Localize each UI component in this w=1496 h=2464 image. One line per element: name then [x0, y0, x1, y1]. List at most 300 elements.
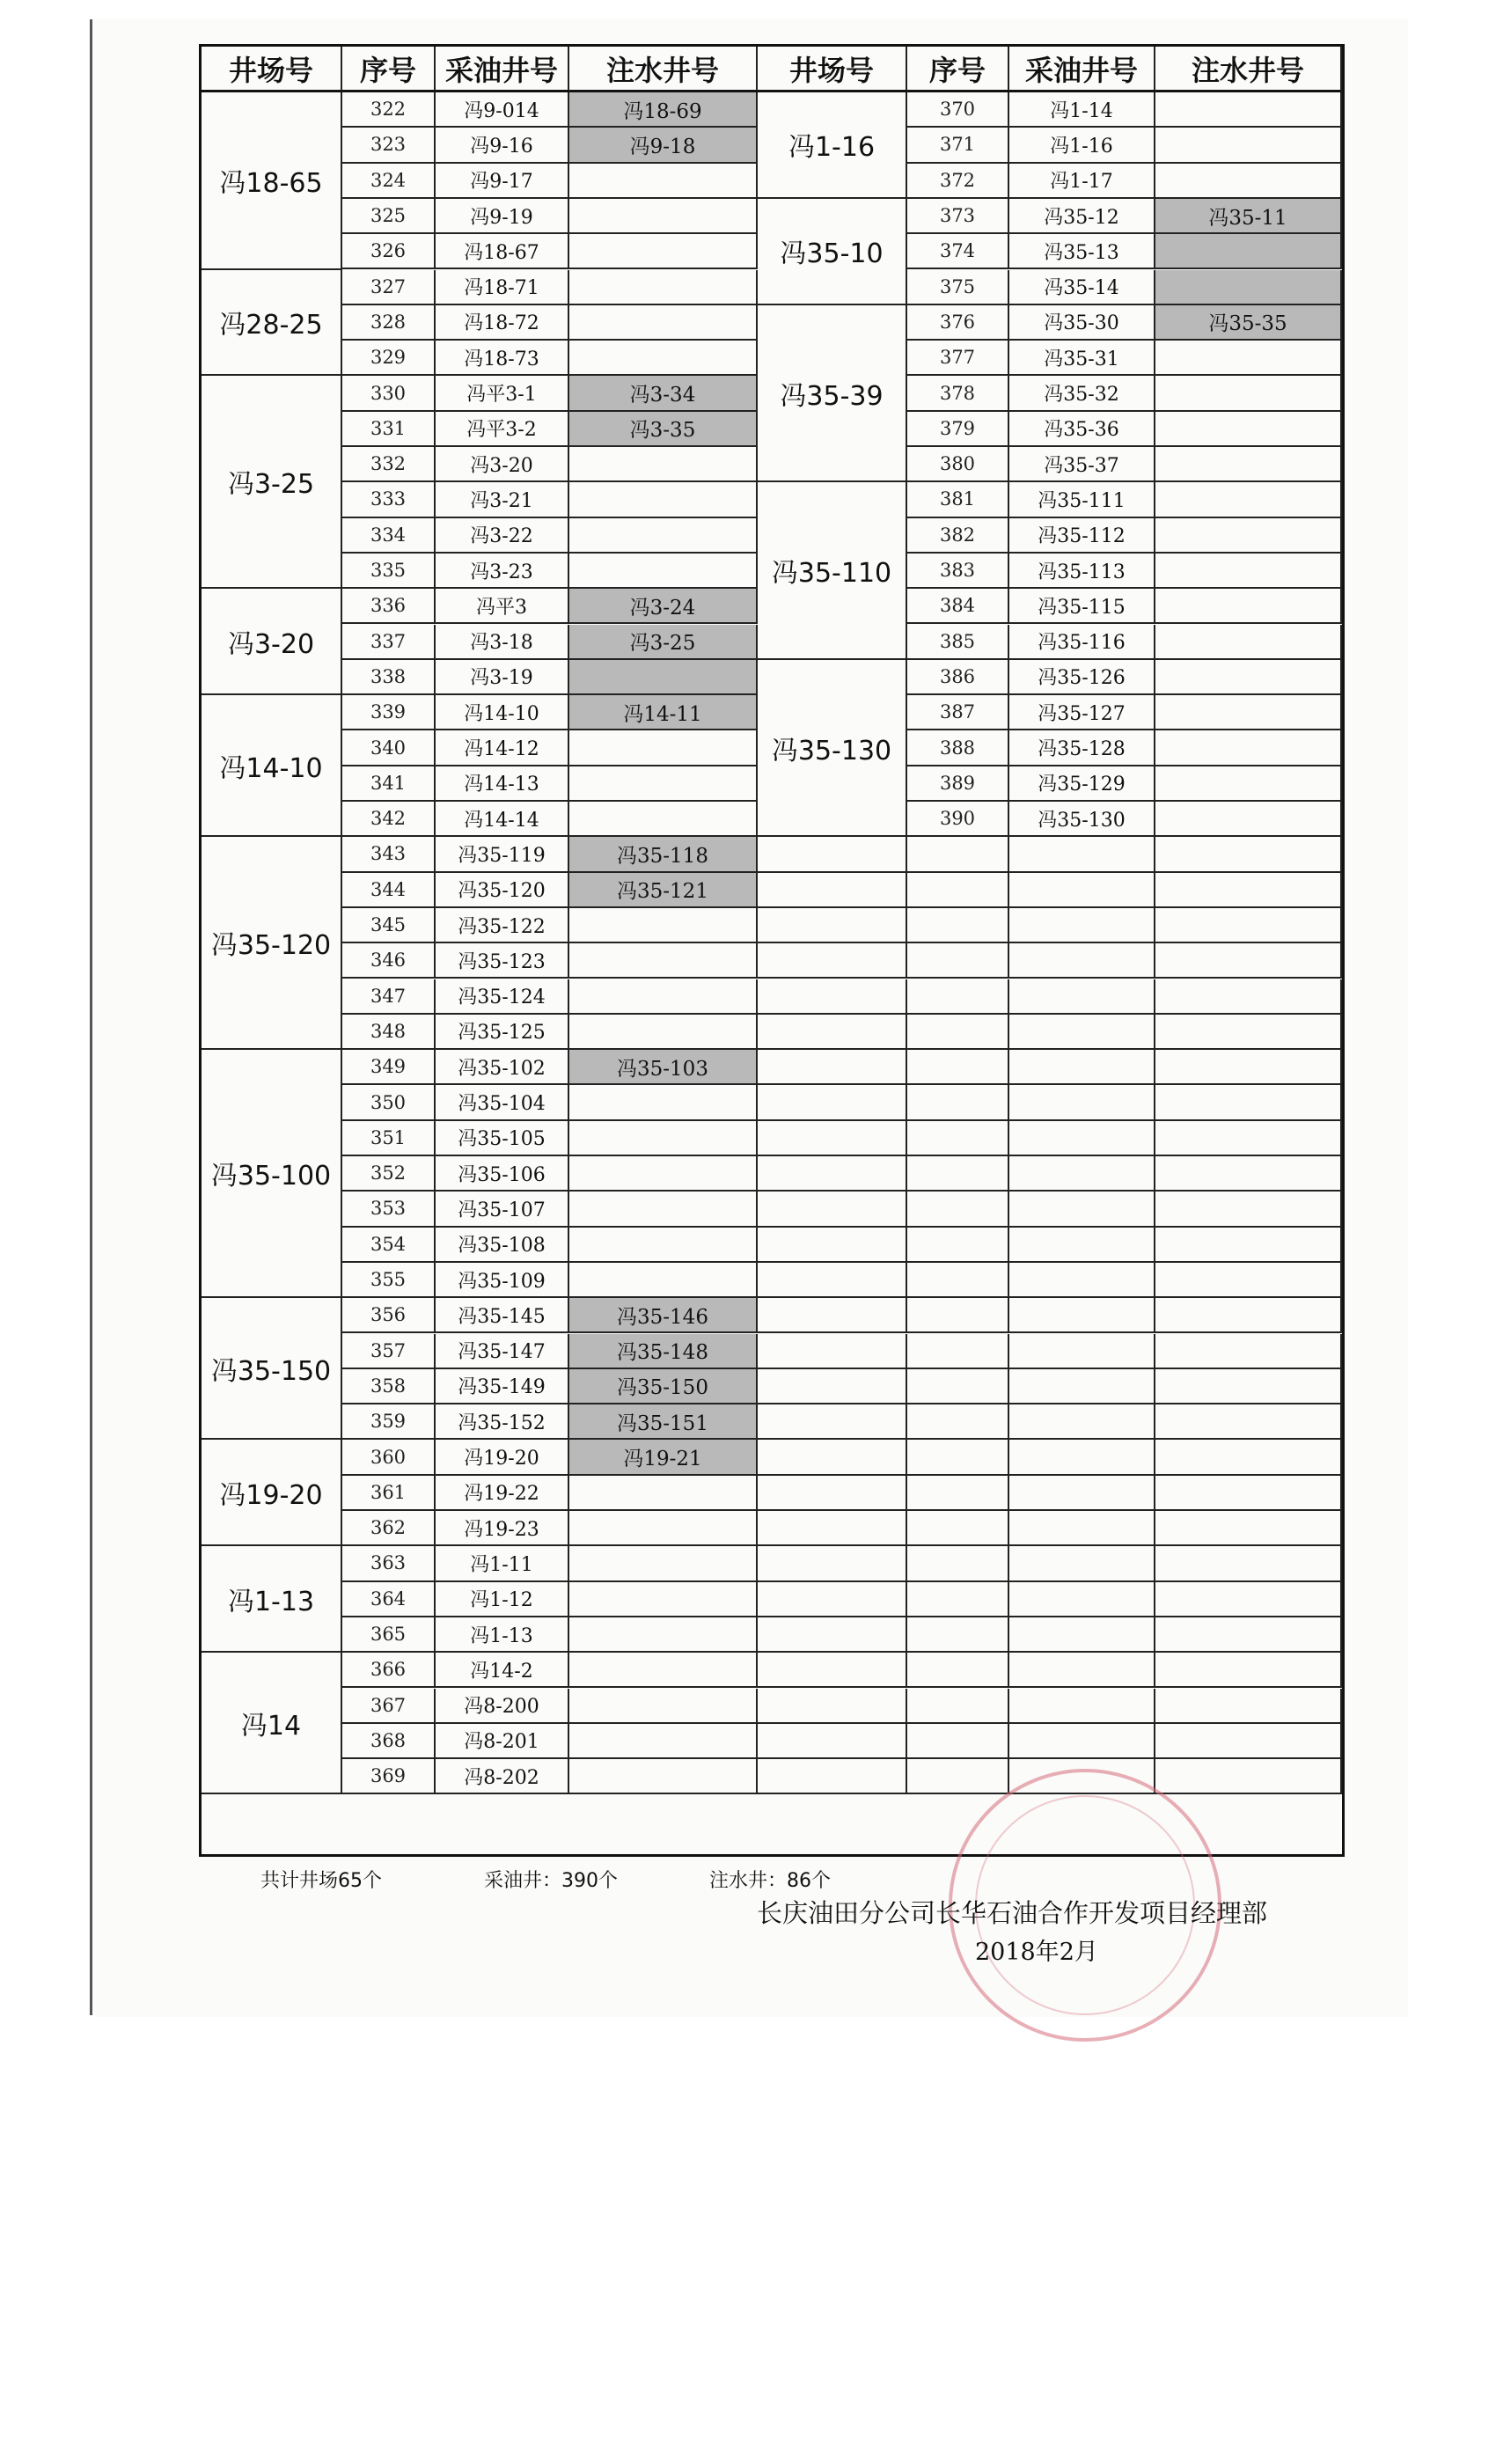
seq-cell: 338	[342, 660, 436, 695]
empty-cell	[1009, 1334, 1155, 1369]
table-left-half	[202, 47, 758, 1854]
oil-well-cell: 冯35-127	[1009, 695, 1155, 730]
oil-well-cell: 冯14-13	[436, 766, 569, 802]
empty-cell	[907, 1404, 1009, 1440]
oil-well-cell: 冯35-106	[436, 1156, 569, 1192]
empty-cell	[1009, 1724, 1155, 1759]
injection-well-cell	[1155, 128, 1342, 163]
injection-well-cell: 冯35-146	[569, 1298, 758, 1333]
seq-cell: 374	[907, 234, 1009, 269]
empty-cell	[1009, 1404, 1155, 1440]
seq-cell: 378	[907, 376, 1009, 411]
seq-cell: 328	[342, 305, 436, 341]
empty-cell	[1009, 837, 1155, 872]
site-cell: 冯1-13	[202, 1546, 342, 1653]
seq-cell: 325	[342, 199, 436, 234]
oil-well-cell: 冯35-30	[1009, 305, 1155, 341]
injection-well-cell	[569, 1085, 758, 1120]
oil-well-cell: 冯8-200	[436, 1689, 569, 1724]
scan-edge-line	[90, 19, 92, 2015]
seq-cell: 350	[342, 1085, 436, 1120]
oil-well-cell: 冯14-14	[436, 802, 569, 837]
oil-well-cell: 冯8-202	[436, 1759, 569, 1794]
injection-well-cell: 冯3-24	[569, 589, 758, 624]
empty-cell	[1009, 1228, 1155, 1263]
empty-cell	[758, 837, 907, 872]
oil-well-cell: 冯1-17	[1009, 164, 1155, 199]
seq-cell: 335	[342, 554, 436, 589]
injection-well-cell: 冯14-11	[569, 695, 758, 730]
injection-well-cell	[569, 979, 758, 1015]
seq-cell: 363	[342, 1546, 436, 1581]
injection-well-cell	[569, 305, 758, 341]
injection-well-cell	[1155, 695, 1342, 730]
empty-cell	[758, 1546, 907, 1581]
empty-cell	[758, 1228, 907, 1263]
empty-cell	[907, 1192, 1009, 1227]
oil-wells-text: 采油井：390个	[484, 1870, 618, 1892]
injection-well-cell	[569, 1192, 758, 1227]
oil-well-cell: 冯35-122	[436, 908, 569, 943]
oil-well-cell: 冯35-111	[1009, 482, 1155, 517]
site-cell: 冯35-100	[202, 1050, 342, 1298]
empty-cell	[1009, 1476, 1155, 1511]
empty-cell	[1009, 1582, 1155, 1617]
injection-well-cell: 冯35-11	[1155, 199, 1342, 234]
injection-well-cell	[569, 1724, 758, 1759]
oil-well-cell: 冯3-23	[436, 554, 569, 589]
seq-cell: 346	[342, 943, 436, 979]
empty-cell	[758, 1476, 907, 1511]
seq-cell: 348	[342, 1015, 436, 1050]
empty-cell	[1155, 1369, 1342, 1404]
oil-well-cell: 冯19-22	[436, 1476, 569, 1511]
empty-cell	[1009, 1369, 1155, 1404]
empty-cell	[758, 908, 907, 943]
injection-well-cell	[569, 341, 758, 376]
oil-well-cell: 冯9-014	[436, 92, 569, 128]
oil-well-cell: 冯3-21	[436, 482, 569, 517]
injection-well-cell	[1155, 412, 1342, 447]
seq-cell: 389	[907, 766, 1009, 802]
empty-cell	[1155, 1050, 1342, 1085]
site-cell: 冯35-110	[758, 482, 907, 660]
empty-cell	[1009, 979, 1155, 1015]
empty-cell	[1155, 1653, 1342, 1688]
empty-cell	[907, 1476, 1009, 1511]
oil-well-cell: 冯35-37	[1009, 447, 1155, 482]
seq-cell: 376	[907, 305, 1009, 341]
seq-cell: 333	[342, 482, 436, 517]
seq-cell: 357	[342, 1334, 436, 1369]
empty-cell	[1155, 908, 1342, 943]
site-cell: 冯35-130	[758, 660, 907, 838]
seq-cell: 383	[907, 554, 1009, 589]
seq-cell: 384	[907, 589, 1009, 624]
seq-cell: 329	[342, 341, 436, 376]
injection-well-cell: 冯3-25	[569, 625, 758, 660]
injection-well-cell	[569, 802, 758, 837]
site-cell: 冯3-20	[202, 589, 342, 695]
seq-cell: 359	[342, 1404, 436, 1440]
seq-cell: 356	[342, 1298, 436, 1333]
seq-cell: 369	[342, 1759, 436, 1794]
injection-well-cell: 冯3-35	[569, 412, 758, 447]
empty-cell	[1009, 1617, 1155, 1653]
empty-cell	[1155, 1298, 1342, 1333]
empty-cell	[1009, 1653, 1155, 1688]
empty-cell	[1009, 1440, 1155, 1475]
empty-cell	[758, 1582, 907, 1617]
injection-well-cell	[1155, 376, 1342, 411]
seq-cell: 347	[342, 979, 436, 1015]
seq-cell: 353	[342, 1192, 436, 1227]
empty-cell	[1155, 1759, 1342, 1794]
oil-well-cell: 冯35-108	[436, 1228, 569, 1263]
oil-well-cell: 冯35-105	[436, 1121, 569, 1156]
oil-well-cell: 冯35-123	[436, 943, 569, 979]
seq-cell: 370	[907, 92, 1009, 128]
oil-well-cell: 冯35-120	[436, 873, 569, 908]
empty-cell	[907, 1298, 1009, 1333]
site-cell: 冯18-65	[202, 92, 342, 270]
oil-well-cell: 冯19-23	[436, 1511, 569, 1546]
empty-cell	[1155, 1263, 1342, 1298]
injection-well-cell	[1155, 766, 1342, 802]
empty-cell	[1155, 1689, 1342, 1724]
oil-well-cell: 冯35-126	[1009, 660, 1155, 695]
empty-cell	[758, 1653, 907, 1688]
injection-well-cell: 冯35-150	[569, 1369, 758, 1404]
seq-cell: 349	[342, 1050, 436, 1085]
empty-cell	[758, 1617, 907, 1653]
injection-well-cell	[569, 554, 758, 589]
empty-cell	[758, 1724, 907, 1759]
seq-cell: 368	[342, 1724, 436, 1759]
injection-well-cell: 冯35-118	[569, 837, 758, 872]
injection-well-cell	[1155, 518, 1342, 554]
seq-cell: 382	[907, 518, 1009, 554]
seq-cell: 355	[342, 1263, 436, 1298]
oil-well-cell: 冯3-20	[436, 447, 569, 482]
seq-cell: 330	[342, 376, 436, 411]
empty-cell	[907, 1156, 1009, 1192]
injection-well-cell	[569, 447, 758, 482]
seq-cell: 361	[342, 1476, 436, 1511]
oil-well-cell: 冯35-147	[436, 1334, 569, 1369]
empty-cell	[907, 837, 1009, 872]
injection-well-cell	[569, 199, 758, 234]
empty-cell	[1155, 1617, 1342, 1653]
oil-well-cell: 冯18-67	[436, 234, 569, 269]
empty-cell	[907, 1759, 1009, 1794]
oil-well-cell: 冯1-13	[436, 1617, 569, 1653]
empty-cell	[1155, 1015, 1342, 1050]
empty-cell	[758, 1404, 907, 1440]
seq-cell: 375	[907, 270, 1009, 305]
empty-cell	[1155, 943, 1342, 979]
site-cell: 冯1-16	[758, 92, 907, 199]
oil-well-cell: 冯平3-1	[436, 376, 569, 411]
empty-cell	[1009, 1121, 1155, 1156]
empty-cell	[907, 1617, 1009, 1653]
oil-well-cell: 冯8-201	[436, 1724, 569, 1759]
empty-cell	[1155, 837, 1342, 872]
empty-cell	[1155, 1228, 1342, 1263]
seq-cell: 322	[342, 92, 436, 128]
injection-well-cell	[1155, 589, 1342, 624]
empty-cell	[1009, 943, 1155, 979]
empty-cell	[758, 1334, 907, 1369]
injection-well-cell	[1155, 92, 1342, 128]
empty-cell	[758, 1121, 907, 1156]
injection-well-cell: 冯35-35	[1155, 305, 1342, 341]
empty-cell	[907, 1582, 1009, 1617]
seq-cell: 372	[907, 164, 1009, 199]
empty-cell	[907, 1511, 1009, 1546]
seq-cell: 364	[342, 1582, 436, 1617]
oil-well-cell: 冯14-2	[436, 1653, 569, 1688]
empty-cell	[907, 873, 1009, 908]
empty-cell	[1009, 1298, 1155, 1333]
empty-cell	[1155, 1156, 1342, 1192]
oil-well-cell: 冯35-129	[1009, 766, 1155, 802]
oil-well-cell: 冯19-20	[436, 1440, 569, 1475]
oil-well-cell: 冯35-113	[1009, 554, 1155, 589]
injection-well-cell	[1155, 730, 1342, 766]
oil-well-cell: 冯35-119	[436, 837, 569, 872]
seq-cell: 340	[342, 730, 436, 766]
seq-cell: 354	[342, 1228, 436, 1263]
oil-well-cell: 冯平3-2	[436, 412, 569, 447]
oil-well-cell: 冯18-73	[436, 341, 569, 376]
oil-well-cell: 冯35-124	[436, 979, 569, 1015]
seq-cell: 344	[342, 873, 436, 908]
empty-cell	[907, 943, 1009, 979]
empty-cell	[907, 908, 1009, 943]
seq-cell: 380	[907, 447, 1009, 482]
injection-well-cell	[1155, 341, 1342, 376]
well-list-table	[199, 44, 1345, 1857]
empty-cell	[1009, 1015, 1155, 1050]
total-sites-text: 共计井场65个	[260, 1870, 382, 1892]
injection-well-cell	[569, 270, 758, 305]
oil-well-cell: 冯35-115	[1009, 589, 1155, 624]
empty-cell	[1009, 1263, 1155, 1298]
injection-well-cell	[1155, 554, 1342, 589]
oil-well-cell: 冯35-125	[436, 1015, 569, 1050]
oil-well-cell: 冯35-12	[1009, 199, 1155, 234]
seq-cell: 371	[907, 128, 1009, 163]
empty-cell	[1155, 1582, 1342, 1617]
empty-cell	[1009, 1085, 1155, 1120]
empty-cell	[758, 1192, 907, 1227]
injection-well-cell: 冯19-21	[569, 1440, 758, 1475]
empty-cell	[1155, 1511, 1342, 1546]
seq-cell: 379	[907, 412, 1009, 447]
issue-date: 2018年2月	[975, 1939, 1098, 1966]
oil-well-cell: 冯35-128	[1009, 730, 1155, 766]
injection-well-cell: 冯35-148	[569, 1334, 758, 1369]
oil-well-cell: 冯35-14	[1009, 270, 1155, 305]
header-site: 井场号	[202, 47, 342, 92]
empty-cell	[758, 1015, 907, 1050]
site-cell: 冯3-25	[202, 376, 342, 589]
injection-well-cell	[569, 1476, 758, 1511]
seq-cell: 385	[907, 625, 1009, 660]
site-cell: 冯14	[202, 1653, 342, 1794]
seq-cell: 332	[342, 447, 436, 482]
oil-well-cell: 冯18-71	[436, 270, 569, 305]
injection-well-cell	[1155, 270, 1342, 305]
empty-cell	[758, 943, 907, 979]
empty-cell	[1009, 1689, 1155, 1724]
empty-cell	[907, 1228, 1009, 1263]
site-cell: 冯28-25	[202, 270, 342, 377]
empty-cell	[758, 1689, 907, 1724]
seq-cell: 331	[342, 412, 436, 447]
empty-cell	[1155, 1546, 1342, 1581]
empty-cell	[1009, 873, 1155, 908]
injection-well-cell	[569, 730, 758, 766]
empty-cell	[758, 1050, 907, 1085]
empty-cell	[1009, 1511, 1155, 1546]
seq-cell: 352	[342, 1156, 436, 1192]
empty-cell	[1155, 1121, 1342, 1156]
seq-cell: 386	[907, 660, 1009, 695]
injection-well-cell	[569, 1156, 758, 1192]
empty-cell	[907, 1689, 1009, 1724]
empty-cell	[1009, 1156, 1155, 1192]
oil-well-cell: 冯35-102	[436, 1050, 569, 1085]
empty-cell	[907, 1546, 1009, 1581]
issuing-organization: 长庆油田分公司长华石油合作开发项目经理部	[757, 1898, 1268, 1928]
site-cell: 冯35-10	[758, 199, 907, 305]
empty-cell	[758, 1085, 907, 1120]
injection-well-cell	[569, 1689, 758, 1724]
seq-cell: 327	[342, 270, 436, 305]
injection-well-cell	[569, 1617, 758, 1653]
seq-cell: 326	[342, 234, 436, 269]
oil-well-cell: 冯35-109	[436, 1263, 569, 1298]
empty-cell	[1009, 1192, 1155, 1227]
injection-well-cell	[569, 660, 758, 695]
oil-well-cell: 冯1-16	[1009, 128, 1155, 163]
seq-cell: 351	[342, 1121, 436, 1156]
oil-well-cell: 冯35-149	[436, 1369, 569, 1404]
site-cell: 冯14-10	[202, 695, 342, 837]
oil-well-cell: 冯18-72	[436, 305, 569, 341]
injection-well-cell	[569, 164, 758, 199]
empty-cell	[758, 873, 907, 908]
seq-cell: 342	[342, 802, 436, 837]
injection-well-cell	[569, 1546, 758, 1581]
site-cell: 冯35-120	[202, 837, 342, 1050]
empty-cell	[1155, 1440, 1342, 1475]
seq-cell: 381	[907, 482, 1009, 517]
injection-well-cell	[569, 1511, 758, 1546]
oil-well-cell: 冯35-116	[1009, 625, 1155, 660]
injection-well-cell	[1155, 802, 1342, 837]
seq-cell: 358	[342, 1369, 436, 1404]
injection-well-cell: 冯3-34	[569, 376, 758, 411]
injection-well-cell	[1155, 660, 1342, 695]
injection-well-cell	[569, 908, 758, 943]
oil-well-cell: 冯9-17	[436, 164, 569, 199]
seq-cell: 387	[907, 695, 1009, 730]
injection-well-cell	[569, 1759, 758, 1794]
seq-cell: 377	[907, 341, 1009, 376]
empty-cell	[907, 1263, 1009, 1298]
header-oil-well: 采油井号	[436, 47, 569, 92]
oil-well-cell: 冯35-112	[1009, 518, 1155, 554]
header-seq: 序号	[342, 47, 436, 92]
empty-cell	[758, 979, 907, 1015]
empty-cell	[907, 1085, 1009, 1120]
oil-well-cell: 冯14-12	[436, 730, 569, 766]
oil-well-cell: 冯3-22	[436, 518, 569, 554]
empty-cell	[758, 1511, 907, 1546]
seq-cell: 366	[342, 1653, 436, 1688]
seq-cell: 341	[342, 766, 436, 802]
empty-cell	[907, 1050, 1009, 1085]
empty-cell	[907, 1015, 1009, 1050]
table-right-half	[758, 47, 1342, 1854]
oil-well-cell: 冯35-130	[1009, 802, 1155, 837]
empty-cell	[758, 1263, 907, 1298]
injection-well-cell	[569, 482, 758, 517]
empty-cell	[1155, 1085, 1342, 1120]
empty-cell	[907, 1121, 1009, 1156]
oil-well-cell: 冯9-19	[436, 199, 569, 234]
seq-cell: 323	[342, 128, 436, 163]
oil-well-cell: 冯1-12	[436, 1582, 569, 1617]
oil-well-cell: 冯14-10	[436, 695, 569, 730]
empty-cell	[1009, 1050, 1155, 1085]
header-injection-well: 注水井号	[569, 47, 758, 92]
empty-cell	[907, 1653, 1009, 1688]
injection-well-cell: 冯9-18	[569, 128, 758, 163]
empty-cell	[907, 1334, 1009, 1369]
injection-well-cell	[569, 1121, 758, 1156]
oil-well-cell: 冯平3	[436, 589, 569, 624]
oil-well-cell: 冯3-19	[436, 660, 569, 695]
seq-cell: 367	[342, 1689, 436, 1724]
injection-well-cell	[569, 1015, 758, 1050]
empty-cell	[758, 1759, 907, 1794]
injection-well-cell	[569, 943, 758, 979]
injection-well-cell	[1155, 164, 1342, 199]
injection-well-cell	[569, 1582, 758, 1617]
empty-cell	[1155, 1334, 1342, 1369]
injection-well-cell	[1155, 234, 1342, 269]
empty-cell	[1155, 1476, 1342, 1511]
injection-well-cell	[1155, 447, 1342, 482]
empty-cell	[1155, 979, 1342, 1015]
seq-cell: 336	[342, 589, 436, 624]
seq-cell: 365	[342, 1617, 436, 1653]
empty-cell	[758, 1369, 907, 1404]
injection-well-cell: 冯35-121	[569, 873, 758, 908]
empty-cell	[1155, 873, 1342, 908]
empty-cell	[907, 979, 1009, 1015]
seq-cell: 362	[342, 1511, 436, 1546]
injection-well-cell	[1155, 625, 1342, 660]
empty-cell	[758, 1298, 907, 1333]
site-cell: 冯19-20	[202, 1440, 342, 1546]
injection-well-cell: 冯35-103	[569, 1050, 758, 1085]
empty-cell	[1155, 1724, 1342, 1759]
